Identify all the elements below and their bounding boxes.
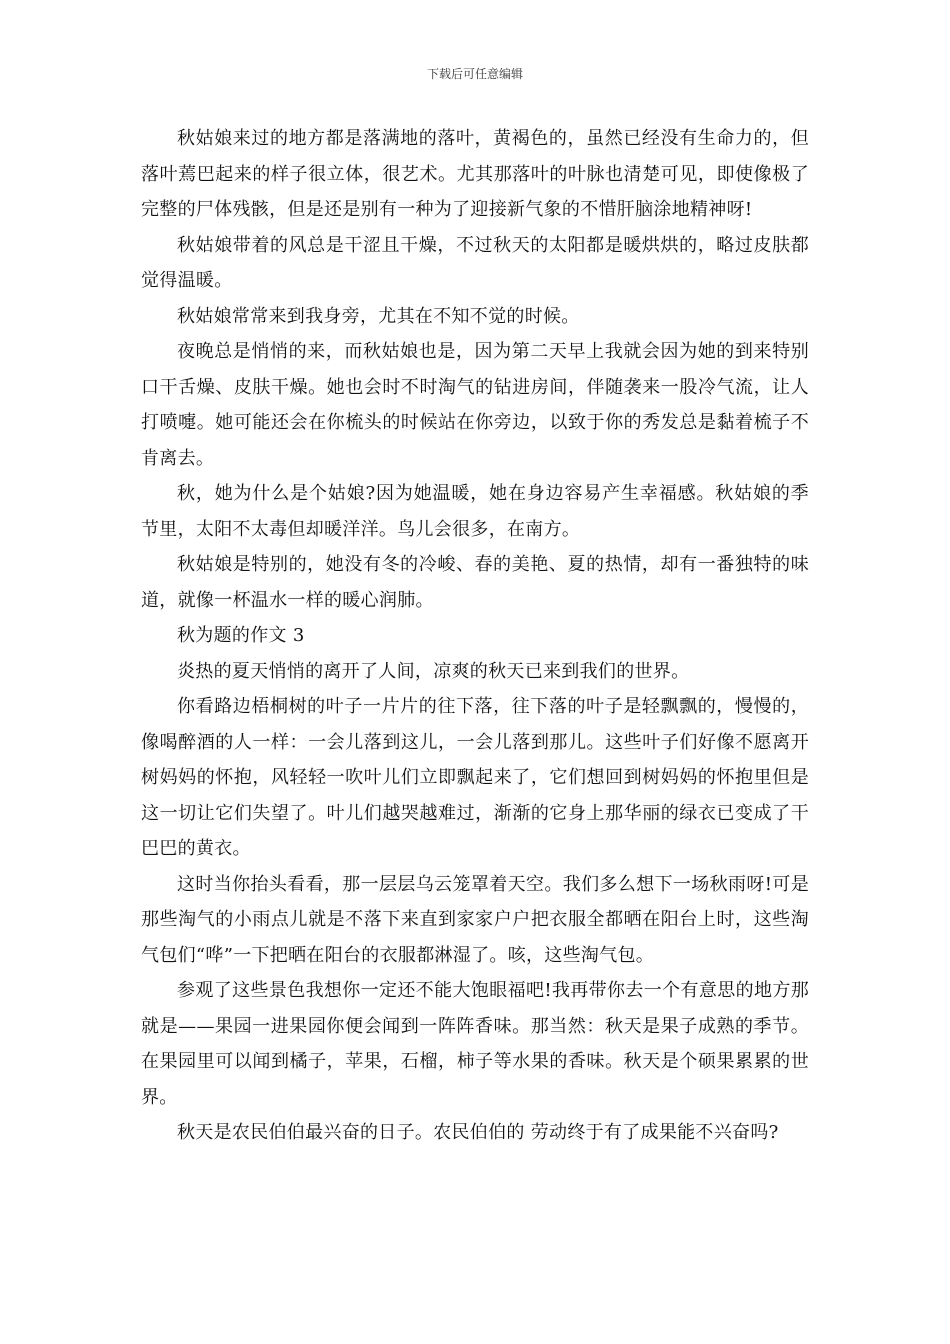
section-heading: 秋为题的作文 3 — [177, 625, 305, 646]
paragraph: 炎热的夏天悄悄的离开了人间，凉爽的秋天已来到我们的世界。 — [177, 660, 690, 682]
paragraph: 秋姑娘是特别的，她没有冬的冷峻、春的美艳、夏的热情，却有一番独特的味道，就像一杯温水一样的暖心润肺。 — [141, 554, 809, 611]
paragraph: 秋天是农民伯伯最兴奋的日子。农民伯伯的 劳动终于有了成果能不兴奋吗? — [177, 1122, 779, 1143]
paragraph: 秋姑娘带着的风总是干涩且干燥，不过秋天的太阳都是暖烘烘的，略过皮肤都觉得温暖。 — [141, 234, 809, 291]
paragraph: 夜晚总是悄悄的来，而秋姑娘也是，因为第二天早上我就会因为她的到来特别口干舌燥、皮肤干燥。她也会时不时淘气的钻进房间，伴随袭来一股冷气流，让人打喷嚏。她可能还会在你梳头的时候站在你旁边，以致于你的秀发总是黏着梳子不肯离去。 — [141, 341, 809, 469]
paragraph: 秋姑娘来过的地方都是落满地的落叶，黄褐色的，虽然已经没有生命力的，但落叶蔫巴起来的样子很立体，很艺术。尤其那落叶的叶脉也清楚可见，即使像极了完整的尸体残骸，但是还是别有一种为了迎接新气象的不惜肝脑涂地精神呀! — [141, 128, 809, 220]
page-header: 下载后可任意编辑 — [426, 67, 523, 81]
paragraph: 秋，她为什么是个姑娘?因为她温暖，她在身边容易产生幸福感。秋姑娘的季节里，太阳不太毒但却暖洋洋。鸟儿会很多，在南方。 — [141, 483, 809, 540]
paragraph: 参观了这些景色我想你一定还不能大饱眼福吧!我再带你去一个有意思的地方那就是——果园一进果园你便会闻到一阵阵香味。那当然：秋天是果子成熟的季节。在果园里可以闻到橘子，苹果，石榴，柿子等水果的香味。秋天是个硕果累累的世界。 — [141, 980, 809, 1108]
document-body — [141, 121, 809, 1151]
paragraph: 你看路边梧桐树的叶子一片片的往下落，往下落的叶子是轻飘飘的，慢慢的，像喝醉酒的人一样：一会儿落到这儿，一会儿落到那儿。这些叶子们好像不愿离开树妈妈的怀抱，风轻轻一吹叶儿们立即飘起来了，它们想回到树妈妈的怀抱里但是这一切让它们失望了。叶儿们越哭越难过，渐渐的它身上那华丽的绿衣已变成了干巴巴的黄衣。 — [141, 696, 809, 859]
paragraph: 这时当你抬头看看，那一层层乌云笼罩着天空。我们多么想下一场秋雨呀!可是那些淘气的小雨点儿就是不落下来直到家家户户把衣服全都晒在阳台上时，这些淘气包们“哗”一下把晒在阳台的衣服都淋湿了。咳，这些淘气包。 — [141, 873, 809, 966]
paragraph: 秋姑娘常常来到我身旁，尤其在不知不觉的时候。 — [177, 305, 580, 327]
